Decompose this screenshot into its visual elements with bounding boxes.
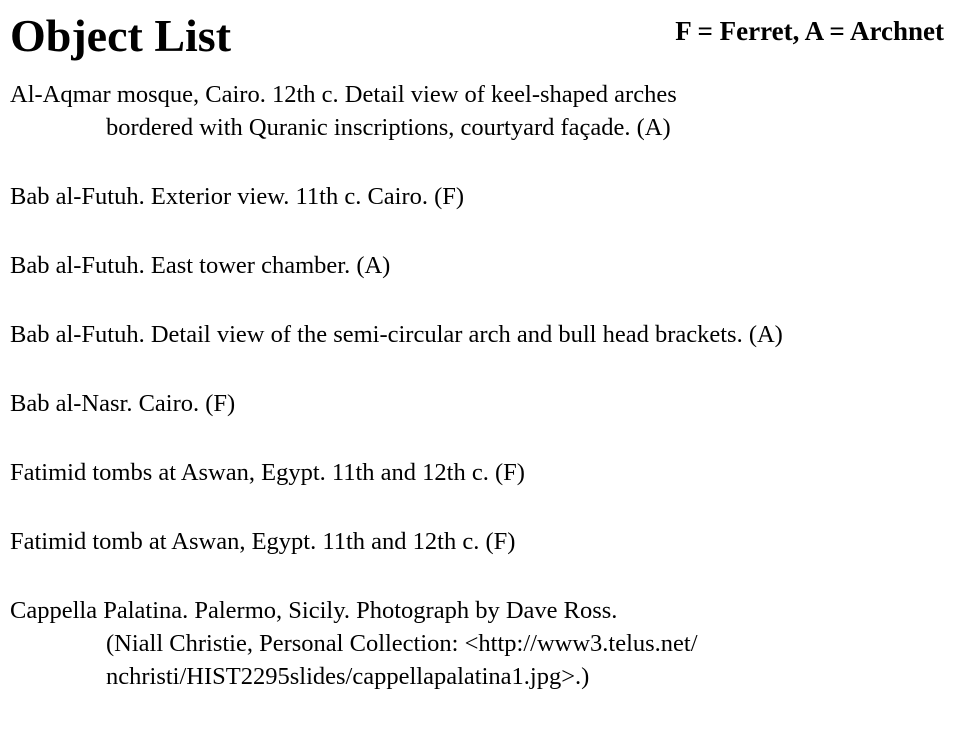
list-item: [10, 180, 955, 213]
list-item: [10, 594, 955, 693]
list-item: [10, 249, 955, 282]
item-line: Bab al-Futuh. East tower chamber. (A): [10, 252, 391, 279]
list-item: [10, 387, 955, 420]
list-item: [10, 78, 955, 144]
list-item: [10, 525, 955, 558]
list-item: [10, 318, 955, 351]
item-line-continuation: nchristi/HIST2295slides/cappellapalatina1.jpg>.): [106, 663, 590, 690]
page-title: Object List: [10, 10, 232, 61]
item-line-continuation: (Niall Christie, Personal Collection: <http://www3.telus.net/: [106, 630, 698, 657]
object-list: [10, 78, 955, 729]
item-line: Cappella Palatina. Palermo, Sicily. Photograph by Dave Ross.: [10, 597, 618, 624]
item-line: Al-Aqmar mosque, Cairo. 12th c. Detail view of keel-shaped arches: [10, 81, 677, 108]
item-line-continuation: bordered with Quranic inscriptions, courtyard façade. (A): [106, 114, 671, 141]
source-legend: F = Ferret, A = Archnet: [675, 16, 944, 46]
item-line: Bab al-Nasr. Cairo. (F): [10, 390, 236, 417]
item-line: Fatimid tomb at Aswan, Egypt. 11th and 12th c. (F): [10, 528, 516, 555]
item-line: Bab al-Futuh. Detail view of the semi-circular arch and bull head brackets. (A): [10, 321, 783, 348]
list-item: [10, 456, 955, 489]
item-line: Fatimid tombs at Aswan, Egypt. 11th and 12th c. (F): [10, 459, 525, 486]
item-line: Bab al-Futuh. Exterior view. 11th c. Cairo. (F): [10, 183, 465, 210]
